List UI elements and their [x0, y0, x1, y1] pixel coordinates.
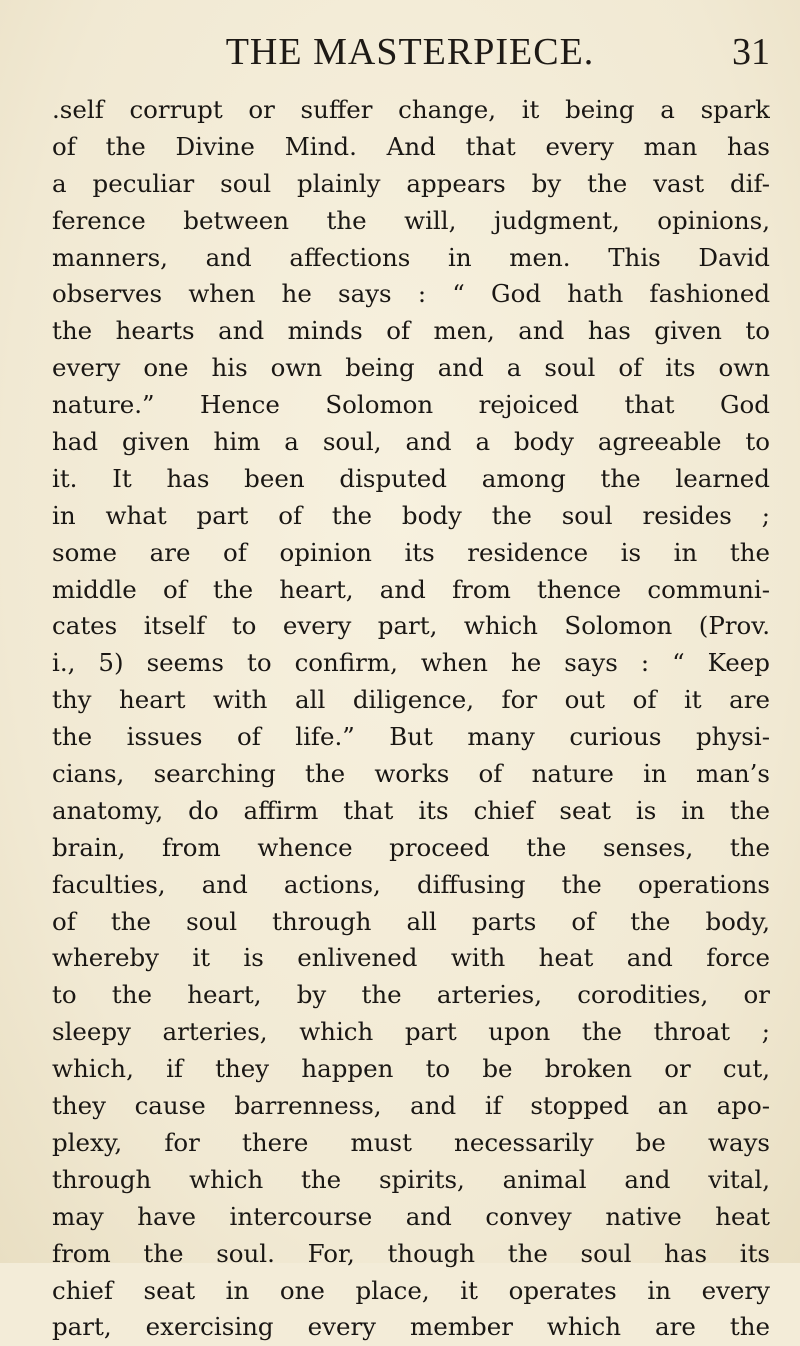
text-line: they cause barrenness, and if stopped an apo- — [52, 1091, 770, 1121]
text-line: from the soul. For, though the soul has its — [52, 1238, 770, 1268]
text-line: i., 5) seems to confirm, when he says : “ Keep — [52, 648, 770, 678]
text-line: middle of the heart, and from thence communi- — [52, 574, 770, 604]
text-line: of the Divine Mind. And that every man has — [52, 131, 770, 161]
text-line: to the heart, by the arteries, corodities, or — [52, 980, 770, 1010]
text-line: cians, searching the works of nature in man’s — [52, 759, 770, 789]
text-line: may have intercourse and convey native heat — [52, 1201, 770, 1231]
page-number: 31 — [732, 31, 770, 73]
text-line: ference between the will, judgment, opinions, — [52, 205, 770, 235]
text-line: which, if they happen to be broken or cut, — [52, 1054, 770, 1084]
text-line: the hearts and minds of men, and has given to — [52, 316, 770, 346]
text-line: every one his own being and a soul of its own — [52, 353, 770, 383]
text-line: cates itself to every part, which Solomon (Prov. — [52, 611, 770, 641]
text-line: some are of opinion its residence is in the — [52, 537, 770, 567]
running-title: THE MASTERPIECE. — [225, 31, 595, 73]
running-head — [50, 28, 770, 76]
text-line: thy heart with all diligence, for out of it are — [52, 685, 770, 715]
text-line: the issues of life.” But many curious physi- — [52, 722, 770, 752]
text-line: part, exercising every member which are the — [52, 1312, 770, 1342]
text-line: had given him a soul, and a body agreeable to — [52, 427, 770, 457]
text-line: it. It has been disputed among the learned — [52, 463, 770, 493]
body-text — [52, 92, 770, 1346]
text-line: of the soul through all parts of the body, — [52, 906, 770, 936]
text-line: whereby it is enlivened with heat and force — [52, 943, 770, 973]
text-line: plexy, for there must necessarily be ways — [52, 1127, 770, 1157]
text-line: brain, from whence proceed the senses, the — [52, 832, 770, 862]
text-line: a peculiar soul plainly appears by the vast dif- — [52, 168, 770, 198]
text-line: manners, and affections in men. This David — [52, 242, 770, 272]
text-line: sleepy arteries, which part upon the throat ; — [52, 1017, 770, 1047]
text-line: faculties, and actions, diffusing the operations — [52, 869, 770, 899]
text-line: chief seat in one place, it operates in every — [52, 1275, 770, 1305]
text-line: through which the spirits, animal and vital, — [52, 1164, 770, 1194]
text-line: anatomy, do affirm that its chief seat is in the — [52, 795, 770, 825]
text-line: in what part of the body the soul resides ; — [52, 500, 770, 530]
text-line: .self corrupt or suffer change, it being a spark — [52, 95, 770, 124]
text-line: nature.” Hence Solomon rejoiced that God — [52, 390, 770, 420]
text-line: observes when he says : “ God hath fashioned — [52, 279, 770, 309]
